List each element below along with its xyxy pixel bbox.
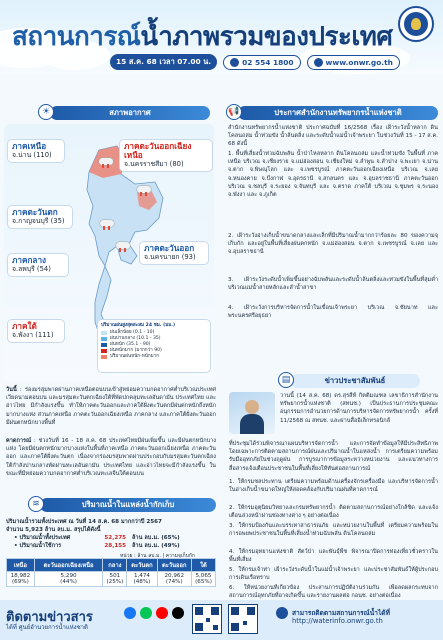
- col-north: เหนือ: [7, 559, 35, 572]
- qr-code: [228, 604, 258, 634]
- rain-legend: [98, 320, 210, 372]
- table-header-row: [7, 559, 216, 572]
- cell-east: 20,962 (74%): [157, 572, 191, 587]
- region-west: ภาคตะวันตก จ.กาญจนบุรี (35): [8, 206, 72, 228]
- weather-today-text: วันนี้ : ร่องมรสุมพาดผ่านภาคเหนือตอนบนเข้าสู่หย่อมความกดอากาศต่ำบริเวณประเทศเวียดนามตอนบน และมรสุมตะวันตกเฉียงใต้ที่พัดปกคลุมทะเลอันดามัน ประเทศไทย และอ่าวไทย มีกำลังแรงขึ้น ทำให้ภาคตะวันออกและภาคใต้ฝั่งตะวันตกมีฝนตกหนักถึงหนักมากบางแห่ง ส่วนภาคเหนือ ภาคตะวันออกเฉียงเหนือ ภาคกลาง และภาคใต้ฝั่งตะวันออกมีฝนตกหนักบางพื้นที่: [6, 387, 216, 426]
- dam-icon: ≋: [28, 496, 44, 512]
- onwr-footer-logo: [276, 607, 288, 619]
- onwr-item-1: 1. พื้นที่เสี่ยงน้ำท่วมฉับพลัน น้ำป่าไหลหลาก ดินโคลนถล่ม และน้ำท่วมขัง ในพื้นที่ ภาคเหนือ บริเวณ จ.เชียงราย จ.แม่ฮ่องสอน จ.เชียงใหม่ จ.ลำพูน จ.ลำปาง จ.พะเยา จ.น่าน จ.ตาก จ.พิษณุโลก และ จ.เพชรบูรณ์ ภาคตะวันออกเฉียงเหนือ บริเวณ จ.เลย จ.หนองคาย จ.บึงกาฬ จ.อุดรธานี จ.สกลนคร และ จ.อุบลราชธานี ภาคตะวันออก บริเวณ จ.ชลบุรี จ.ระยอง จ.จันทบุรี และ จ.ตราด ภาคใต้ บริเวณ จ.ชุมพร จ.ระนอง จ.พังงา และ จ.ภูเก็ต: [228, 151, 438, 199]
- onwr-logo: [398, 6, 434, 42]
- weather-heading: สภาพอากาศ: [50, 106, 210, 120]
- col-west: ตะวันตก: [127, 559, 157, 572]
- legend-item: ฝนหนัก (35.1 - 90): [101, 342, 207, 348]
- phone-icon: [230, 58, 239, 67]
- cell-northeast: 5,290 (44%): [34, 572, 103, 587]
- region-central: ภาคกลาง จ.ลพบุรี (54): [8, 254, 68, 276]
- onwr-item-4: 4. เฝ้าระวังการบริหารจัดการน้ำในเขื่อนเจ้าพระยา บริเวณ จ.ชัยนาท และพระนครศรีอยุธยา: [228, 305, 438, 320]
- date-badge: 15 ส.ค. 68 เวลา 07.00 น.: [110, 54, 217, 70]
- table-row: [7, 572, 216, 587]
- news-text-7: 5. ให้กรมเจ้าท่า เฝ้าระวังระดับน้ำในแม่น้ำเจ้าพระยา และประชาสัมพันธ์ให้ผู้ประกอบการเดินเรือทราบ: [229, 567, 438, 582]
- region-north: ภาคเหนือ จ.น่าน (110): [8, 140, 64, 162]
- youtube-icon[interactable]: [156, 607, 168, 619]
- rain-cloud-icon: [100, 220, 114, 230]
- col-central: กลาง: [103, 559, 127, 572]
- weather-map: [4, 124, 214, 382]
- region-south: ภาคใต้ จ.พังงา (111): [8, 320, 64, 342]
- footer-url-link[interactable]: http://waterinfo.onwr.go.th: [292, 617, 383, 625]
- rain-cloud-icon: [137, 186, 151, 196]
- rain-cloud-icon: [99, 158, 113, 168]
- footer: [0, 600, 443, 640]
- region-east: ภาคตะวันออก จ.นครนายก (93): [140, 242, 208, 264]
- rain-cloud-icon: [116, 242, 130, 252]
- col-east: ตะวันออก: [157, 559, 191, 572]
- water-row-usable: • ปริมาณน้ำใช้การ 28,155 ล้าน ลบ.ม. (49%): [14, 543, 180, 549]
- megaphone-icon: 📢: [226, 104, 242, 120]
- water-region-table: [6, 558, 216, 587]
- footer-contact-sub: ได้ที่ ศูนย์อำนวยการน้ำแห่งชาติ: [6, 624, 88, 631]
- onwr-item-2: 2. เฝ้าระวังอ่างเก็บน้ำขนาดกลางและเล็กที่มีปริมาณน้ำมากกว่าร้อยละ 80 ของความจุเก็บกัก และอยู่ในพื้นที่เสี่ยงฝนตกหนัก จ.แม่ฮ่องสอน จ.ตาก จ.เพชรบูรณ์ จ.เลย และ จ.อุบลราชธานี: [228, 233, 438, 256]
- news-photo: [229, 392, 275, 434]
- news-text-5: 3. ให้กรมป้องกันและบรรเทาสาธารณภัย และหน่วยงานในพื้นที่ เตรียมความพร้อมในการอพยพประชาชนในพื้นที่เสี่ยงน้ำท่วมฉับพลัน ดินโคลนถล่ม: [229, 523, 438, 538]
- news-text-3: 1. ให้กรมชลประทาน เตรียมความพร้อมด้านเครื่องจักรเครื่องมือ และบริหารจัดการน้ำในอ่างเก็บน้ำขนาดใหญ่ให้สอดคล้องกับปริมาณฝนที่คาดการณ์: [229, 479, 438, 494]
- footer-right-title: สามารถติดตามสถานการณ์น้ำได้ที่: [292, 609, 390, 617]
- legend-item: ฝนปานกลาง (10.1 - 35): [101, 336, 207, 342]
- cell-west: 1,474 (48%): [127, 572, 157, 587]
- news-text-6: 4. ให้กรมอุทยานแห่งชาติ สัตว์ป่า และพันธุ์พืช พิจารณาปิดการท่องเที่ยวชั่วคราวในพื้นที่เสี่ยง: [229, 549, 438, 564]
- weather-forecast-text: คาดการณ์ : ช่วงวันที่ 16 - 18 ส.ค. 68 ประเทศไทยมีฝนเพิ่มขึ้น และมีฝนตกหนักบางแห่ง โดยมีฝนตกหนักมากบางแห่งในพื้นที่ภาคเหนือ ภาคตะวันออกเฉียงเหนือ ภาคตะวันออก และภาคใต้ฝั่งตะวันตก เนื่องจากร่องมรสุมพาดผ่านประกอบกับมรสุมตะวันตกเฉียงใต้กำลังปานกลางพัดผ่านทะเลอันดามัน ประเทศไทย และอ่าวไทยจะมีกำลังแรงขึ้น ในขณะที่มีหย่อมความกดอากาศต่ำบริเวณทะเลจีนใต้ตอนบน: [6, 438, 216, 477]
- col-northeast: ตะวันออกเฉียงเหนือ: [34, 559, 103, 572]
- qr-code: [192, 604, 222, 634]
- table-unit: หน่วย : ล้าน ลบ.ม. | ความจุเก็บกัก: [120, 553, 195, 559]
- footer-contact-title: ติดตามข่าวสาร: [6, 610, 93, 625]
- onwr-item-3: 3. เฝ้าระวังระดับน้ำเพิ่มขึ้นอย่างฉับพลันและระดับน้ำล้นตลิ่งและท่วมขังในพื้นที่ลุ่มต่ำ บริเวณแม่น้ำสายหลักและลำน้ำสาขา: [228, 277, 438, 292]
- water-count-line: จำนวน 5,923 ล้าน ลบ.ม. สรุปได้ดังนี้: [6, 527, 101, 533]
- newspaper-icon: ▤: [278, 372, 294, 388]
- water-summary: [6, 518, 216, 550]
- onwr-heading: ประกาศสำนักงานทรัพยากรน้ำแห่งชาติ: [238, 106, 438, 120]
- cell-south: 5,065 (65%): [191, 572, 215, 587]
- sun-cloud-icon: ☀: [38, 104, 54, 120]
- website-badge[interactable]: www.onwr.go.th: [307, 55, 400, 70]
- tiktok-icon[interactable]: [172, 607, 184, 619]
- legend-note: ปริมาณฝนหนัก-หนักมาก: [101, 354, 207, 360]
- region-northeast: ภาคตะวันออกเฉียงเหนือ จ.นครราชสีมา (80): [120, 140, 212, 171]
- water-heading: ปริมาณน้ำในแหล่งน้ำกักเก็บ: [40, 498, 216, 512]
- phone-badge: 02 554 1800: [223, 55, 300, 70]
- news-text-2: ที่ประชุมได้ร่วมพิจารณาแผนบริหารจัดการน้ำ และการจัดทำข้อมูลให้มีประสิทธิภาพ โดยเฉพาะการติดตามสถานการณ์ฝนและปริมาณน้ำในแหล่งน้ำ การเตรียมความพร้อมรับมืออุทกภัยในช่วงฤดูฝน การบูรณาการข้อมูลระหว่างหน่วยงาน และแนวทางการสื่อสารแจ้งเตือนประชาชนในพื้นที่เสี่ยงให้ทันต่อสถานการณ์: [229, 441, 438, 472]
- news-text-1: วานนี้ (14 ส.ค. 68) ดร.สุรสีห์ กิตติมณฑล เลขาธิการสำนักงานทรัพยากรน้ำแห่งชาติ (สทนช.) เป็นประธานการประชุมคณะอนุกรรมการอำนวยการด้านการบริหารจัดการทรัพยากรน้ำ ครั้งที่ 11/2568 ณ สทนช. และผ่านสื่ออิเล็กทรอนิกส์: [280, 393, 438, 424]
- onwr-intro: สำนักงานทรัพยากรน้ำแห่งชาติ ประกาศฉบับที่ 16/2568 เรื่อง เฝ้าระวังน้ำหลาก ดินโคลนถล่ม น้ำท่วมขัง น้ำล้นตลิ่ง และระดับน้ำแม่น้ำเจ้าพระยา ในช่วงวันที่ 15 - 17 ส.ค. 68 ดังนี้: [228, 125, 438, 148]
- header-info-bar: [110, 55, 400, 69]
- water-total-line: ปริมาณน้ำรวมทั้งประเทศ ณ วันที่ 14 ส.ค. 68 มากกว่าปี 2567: [6, 519, 162, 525]
- facebook-icon[interactable]: [124, 607, 136, 619]
- page-title: สถานการณ์น้ำภาพรวมของประเทศ: [12, 22, 393, 52]
- legend-title: ปริมาณฝนสูงสุดสะสม 24 ชม. (มม.): [101, 323, 176, 328]
- line-icon[interactable]: [140, 607, 152, 619]
- legend-item: ฝนหนักมาก (มากกว่า 90): [101, 348, 207, 354]
- col-south: ใต้: [191, 559, 215, 572]
- news-text-8: 6. ให้หน่วยงานที่เกี่ยวข้อง ประสานการปฏิบัติงานร่วมกัน เพื่อลดผลกระทบจากสถานการณ์อุทกภัยที่อาจเกิดขึ้น และรายงานผลต่อ กอนช. อย่างต่อเนื่อง: [229, 585, 438, 600]
- cell-central: 501 (25%): [103, 572, 127, 587]
- news-heading: ข่าวประชาสัมพันธ์: [290, 374, 420, 388]
- water-row-total: • ปริมาณน้ำทั้งประเทศ 52,275 ล้าน ลบ.ม. (65%): [14, 535, 180, 541]
- cell-north: 18,982 (69%): [7, 572, 35, 587]
- news-text-4: 2. ให้กรมอุตุนิยมวิทยาและกรมทรัพยากรน้ำ ติดตามสถานการณ์อย่างใกล้ชิด และแจ้งเตือนล่วงหน้าผ่านช่องทางต่าง ๆ อย่างต่อเนื่อง: [229, 505, 438, 520]
- header: [0, 0, 443, 75]
- legend-item: ฝนเล็กน้อย (0.1 - 10): [101, 330, 207, 336]
- globe-icon: [314, 58, 323, 67]
